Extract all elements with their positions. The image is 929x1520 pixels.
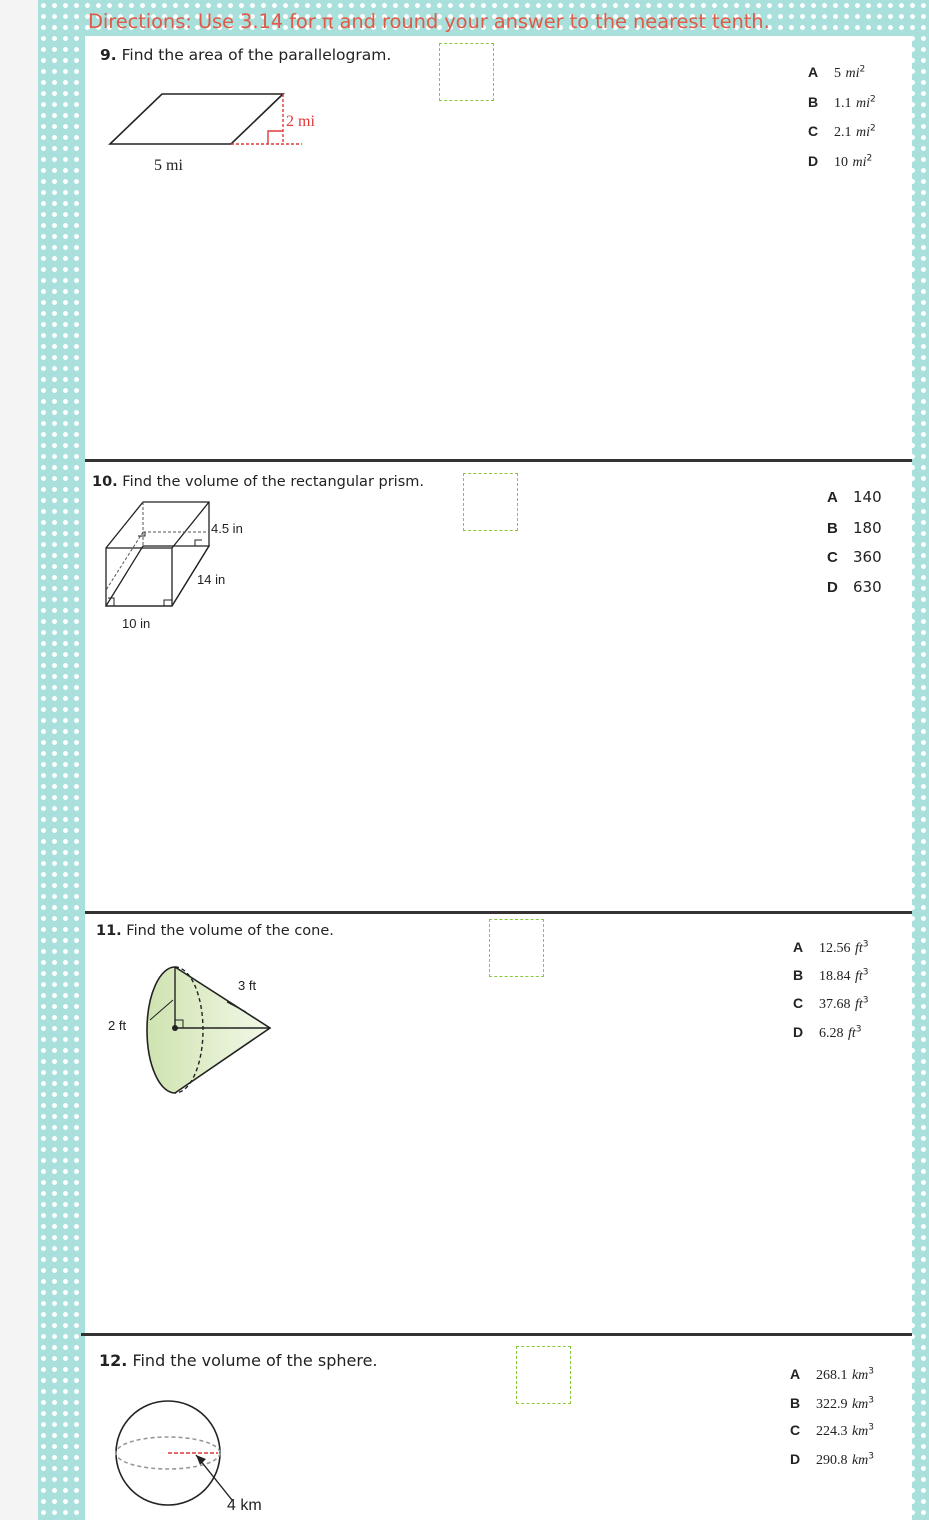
choice-unit: mi [852, 155, 867, 170]
base-label: 5 mi [154, 157, 183, 174]
choice-letter: B [808, 94, 819, 110]
choice-letter: A [793, 939, 804, 955]
choice-d[interactable] [793, 1024, 861, 1042]
question-10-prompt [92, 474, 424, 490]
choice-letter: C [790, 1422, 801, 1438]
sphere-figure [110, 1395, 290, 1520]
answer-box-12[interactable] [516, 1346, 571, 1404]
choice-power: 2 [869, 123, 876, 134]
choice-value: 37.68 [819, 997, 851, 1012]
section-divider [85, 911, 912, 914]
slant-label: 3 ft [238, 978, 257, 993]
choice-a[interactable] [827, 488, 882, 506]
choice-b[interactable] [827, 519, 882, 537]
choice-letter: B [827, 520, 838, 537]
choice-power: 3 [868, 1395, 875, 1406]
choice-value: 360 [853, 548, 882, 566]
choice-value: 12.56 [819, 941, 851, 956]
choice-value: 10 [834, 155, 848, 170]
rectangular-prism-figure [100, 498, 270, 638]
choice-c[interactable] [793, 995, 868, 1013]
question-number: 11. [96, 923, 122, 939]
choice-unit: ft [847, 1026, 856, 1041]
choice-letter: B [790, 1395, 801, 1411]
choice-power: 3 [855, 1024, 862, 1035]
cone-figure [100, 960, 290, 1105]
choice-unit: mi [855, 96, 870, 111]
choice-c[interactable] [790, 1422, 874, 1440]
question-number: 12. [99, 1351, 128, 1370]
choice-d[interactable] [827, 578, 882, 596]
choice-value: 322.9 [816, 1397, 848, 1412]
choice-unit: mi [845, 66, 860, 81]
choice-value: 268.1 [816, 1368, 848, 1383]
directions-text: Directions: Use 3.14 for π and round your answer to the nearest tenth. [88, 10, 770, 33]
worksheet-page [85, 36, 912, 1520]
choice-letter: D [793, 1024, 804, 1040]
choice-letter: D [827, 579, 838, 596]
question-9-prompt [100, 46, 391, 64]
answer-box-10[interactable] [463, 473, 518, 531]
question-11-prompt [96, 923, 334, 939]
choice-unit: ft [854, 969, 863, 984]
choice-power: 3 [862, 995, 869, 1006]
choice-a[interactable] [790, 1366, 874, 1384]
section-divider [81, 1333, 912, 1336]
choice-value: 630 [853, 578, 882, 596]
choice-d[interactable] [808, 153, 872, 171]
radius-label: 4 km [227, 1497, 262, 1514]
choice-power: 3 [868, 1366, 875, 1377]
choice-power: 3 [862, 967, 869, 978]
choice-c[interactable] [827, 548, 882, 566]
choice-value: 224.3 [816, 1424, 848, 1439]
radius-label: 2 ft [108, 1018, 127, 1033]
choice-unit: mi [855, 125, 870, 140]
height-label: 4.5 in [211, 521, 243, 536]
choice-unit: ft [854, 941, 863, 956]
choice-power: 2 [859, 64, 866, 75]
choice-unit: km [851, 1453, 869, 1468]
choice-letter: C [793, 995, 804, 1011]
choice-value: 6.28 [819, 1026, 844, 1041]
choice-unit: km [851, 1368, 869, 1383]
choice-letter: D [808, 153, 819, 169]
choice-letter: D [790, 1451, 801, 1467]
height-label: 2 mi [286, 113, 315, 130]
choice-letter: C [827, 549, 838, 566]
choice-letter: A [808, 64, 819, 80]
choice-value: 140 [853, 488, 882, 506]
answer-box-11[interactable] [489, 919, 544, 977]
choice-value: 5 [834, 66, 841, 81]
choice-a[interactable] [793, 939, 868, 957]
depth-label: 14 in [197, 572, 226, 587]
question-text: Find the volume of the sphere. [132, 1351, 378, 1370]
choice-power: 2 [866, 153, 873, 164]
choice-c[interactable] [808, 123, 876, 141]
choice-d[interactable] [790, 1451, 874, 1469]
choice-power: 3 [868, 1422, 875, 1433]
choice-value: 2.1 [834, 125, 852, 140]
question-text: Find the area of the parallelogram. [121, 46, 392, 64]
choice-value: 18.84 [819, 969, 851, 984]
choice-b[interactable] [790, 1395, 874, 1413]
choice-b[interactable] [793, 967, 868, 985]
width-label: 10 in [122, 616, 151, 631]
choice-a[interactable] [808, 64, 865, 82]
choice-unit: ft [854, 997, 863, 1012]
choice-unit: km [851, 1397, 869, 1412]
section-divider [85, 459, 912, 462]
choice-value: 290.8 [816, 1453, 848, 1468]
question-text: Find the volume of the cone. [126, 923, 334, 939]
choice-b[interactable] [808, 94, 876, 112]
choice-letter: C [808, 123, 819, 139]
question-12-prompt [99, 1351, 378, 1370]
parallelogram-figure [100, 84, 340, 184]
choice-letter: A [827, 489, 838, 506]
choice-letter: B [793, 967, 804, 983]
question-number: 10. [92, 474, 118, 490]
choice-power: 3 [862, 939, 869, 950]
question-number: 9. [100, 46, 117, 64]
choice-power: 3 [868, 1451, 875, 1462]
question-text: Find the volume of the rectangular prism. [122, 474, 424, 490]
choice-unit: km [851, 1424, 869, 1439]
choice-letter: A [790, 1366, 801, 1382]
answer-box-9[interactable] [439, 43, 494, 101]
choice-value: 1.1 [834, 96, 852, 111]
choice-value: 180 [853, 519, 882, 537]
choice-power: 2 [869, 94, 876, 105]
